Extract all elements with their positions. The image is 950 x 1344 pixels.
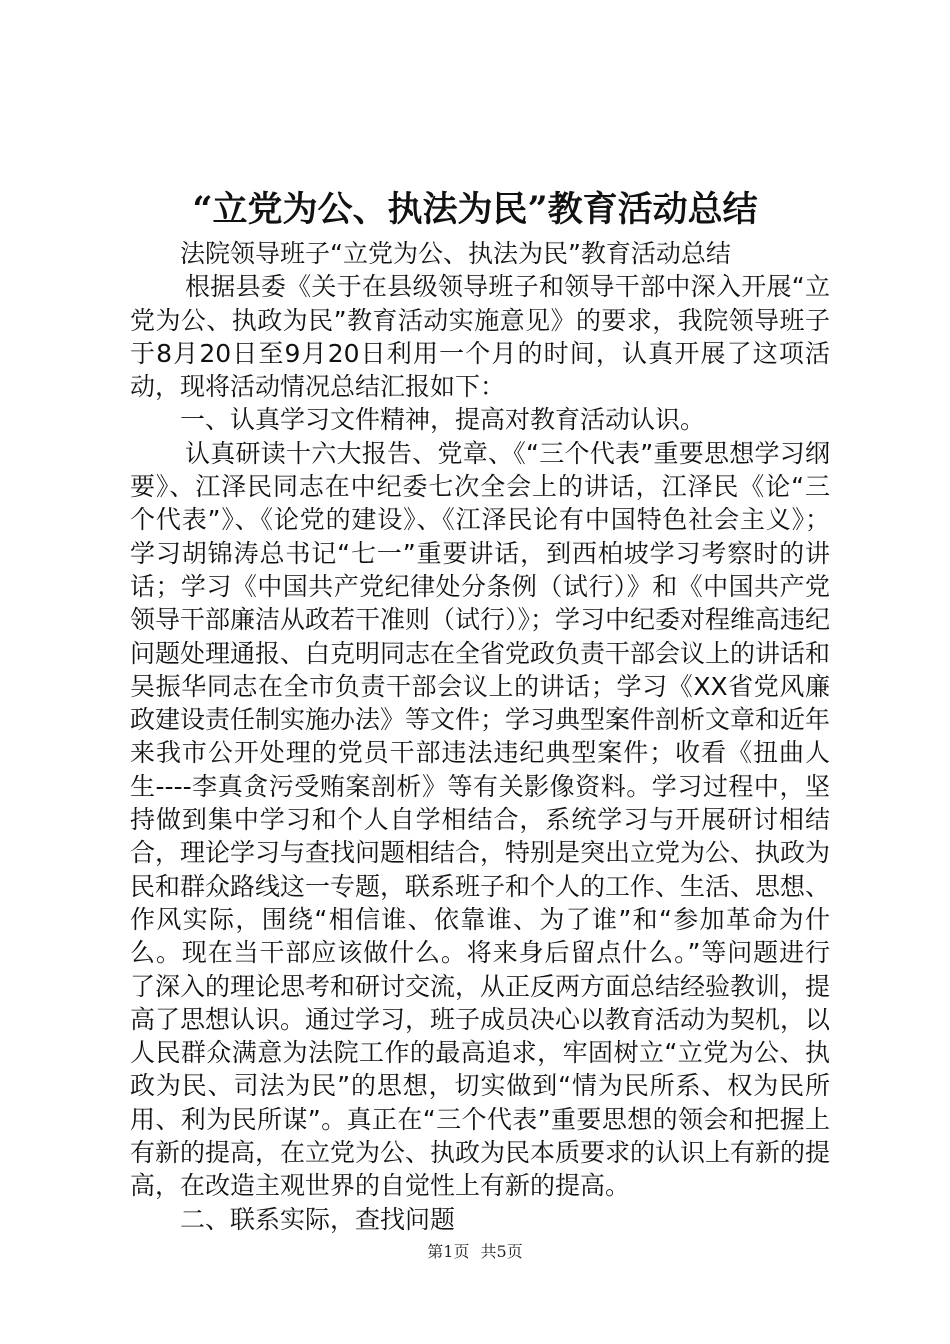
document-body — [130, 237, 830, 1236]
page-total: 共5页 — [480, 1242, 523, 1261]
paragraph-section-1-heading: 一、认真学习文件精神，提高对教育活动认识。 — [180, 405, 706, 435]
paragraph-section-1-body: 认真研读十六大报告、党章、《“三个代表”重要思想学习纲要》、江泽民同志在中纪委七次全会上的讲话，江泽民《论“三个代表”》、《论党的建设》、《江泽民论有中国特色社会主义》；学习胡锦涛总书记“七一”重要讲话，到西柏坡学习考察时的讲话；学习《中国共产党纪律处分条例（试行）》和《中国共产党领导干部廉洁从政若干准则（试行）》；学习中纪委对程维高违纪问题处理通报、白克明同志在全省党政负责干部会议上的讲话和吴振华同志在全市负责干部会议上的讲话；学习《XX省党风廉政建设责任制实施办法》等文件；学习典型案件剖析文章和近年来我市公开处理的党员干部违法违纪典型案件；收看《扭曲人生----李真贪污受贿案剖析》等有关影像资料。学习过程中，坚持做到集中学习和个人自学相结合，系统学习与开展研讨相结合，理论学习与查找问题相结合，特别是突出立党为公、执政为民和群众路线这一专题，联系班子和个人的工作、生活、思想、作风实际，围绕“相信谁、依靠谁、为了谁”和“参加革命为什么。现在当干部应该做什么。将来身后留点什么。”等问题进行了深入的理论思考和研讨交流，从正反两方面总结经验教训，提高了思想认识。通过学习，班子成员决心以教育活动为契机，以人民群众满意为法院工作的最高追求，牢固树立“立党为公、执政为民、司法为民”的思想，切实做到“情为民所系、权为民所用、利为民所谋”。真正在“三个代表”重要思想的领会和把握上有新的提高，在立党为公、执政为民本质要求的认识上有新的提高，在改造主观世界的自觉性上有新的提高。 — [130, 438, 831, 1201]
paragraph-subtitle: 法院领导班子“立党为公、执法为民”教育活动总结 — [180, 239, 731, 268]
page-number: 第1页 — [427, 1242, 470, 1261]
paragraph-intro: 根据县委《关于在县级领导班子和领导干部中深入开展“立党为公、执政为民”教育活动实施意见》的要求，我院领导班子于8月20日至9月20日利用一个月的时间，认真开展了这项活动，现将活动情况总结汇报如下： — [130, 272, 830, 402]
paragraph-section-2-heading: 二、联系实际，查找问题 — [180, 1204, 456, 1234]
document-title: “立党为公、执法为民”教育活动总结 — [192, 189, 758, 230]
page-footer — [0, 1241, 950, 1263]
